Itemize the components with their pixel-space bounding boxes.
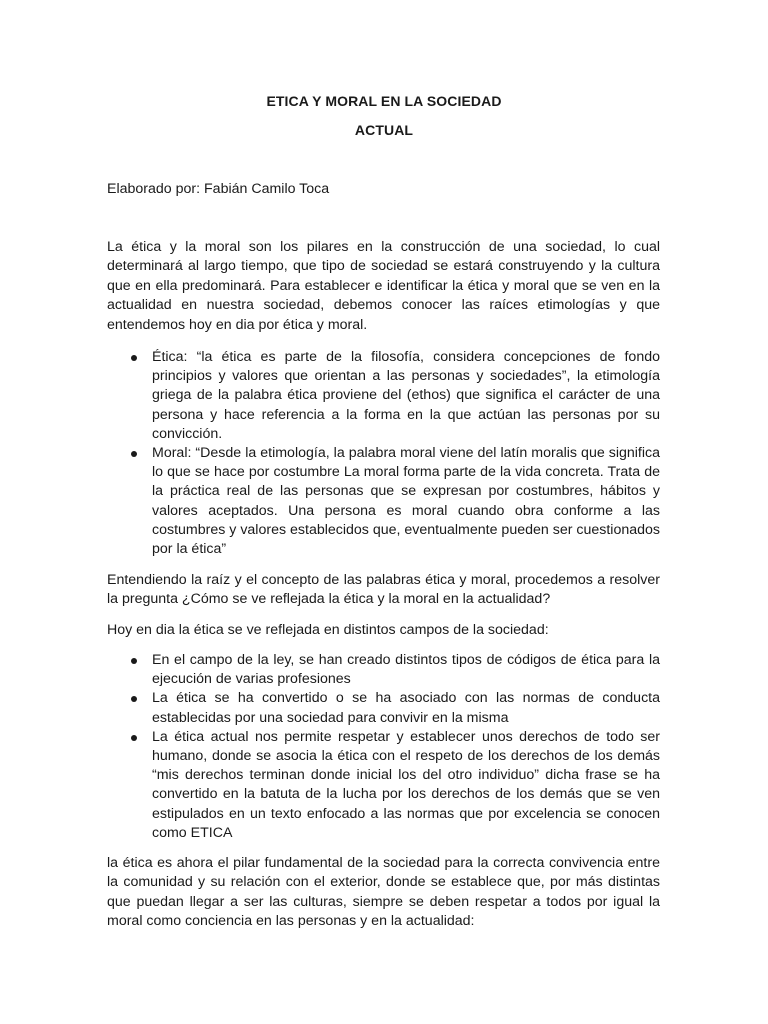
document-title-line2: ACTUAL [354,122,414,138]
bullet-icon [131,696,137,702]
list-item [107,444,660,559]
bullet-icon [131,451,137,457]
document-title-line1: ETICA Y MORAL EN LA SOCIEDAD [266,93,502,109]
intro-paragraph: La ética y la moral son los pilares en la construcción de una sociedad, lo cual determinará al largo tiempo, que tipo de sociedad se estará construyendo y la cultura que en ella predominará. Para establecer e identificar la ética y moral que se ven en la actualidad en nuestra sociedad, debemos conocer las raíces etimologías y que entendemos hoy en dia por ética y moral. [107,239,660,333]
field-item-normas: La ética se ha convertido o se ha asociado con las normas de conducta establecidas por una sociedad para convivir en la misma [152,690,660,726]
definition-etica: Ética: “la ética es parte de la filosofía, considera concepciones de fondo principios y valores que orientan a las personas y sociedades”, la etimología griega de la palabra ética proviene del (ethos) que significa el carácter de una persona y hace referencia a la forma en la que actúan las personas por su convicción. [152,349,660,442]
bullet-icon [131,735,137,741]
fields-intro-paragraph: Hoy en dia la ética se ve reflejada en distintos campos de la sociedad: [107,622,549,638]
bullet-icon [131,658,137,664]
question-paragraph: Entendiendo la raíz y el concepto de las palabras ética y moral, procedemos a resolver la pregunta ¿Cómo se ve reflejada la ética y la moral en la actualidad? [107,572,660,608]
list-item [107,651,660,689]
field-item-ley: En el campo de la ley, se han creado distintos tipos de códigos de ética para la ejecución de varias profesiones [152,652,660,688]
list-item [107,728,660,843]
author-line: Elaborado por: Fabián Camilo Toca [107,181,330,197]
list-item [107,689,660,727]
fields-list [107,651,660,843]
list-item [107,348,660,444]
definitions-list [107,348,660,559]
conclusion-paragraph: la ética es ahora el pilar fundamental de la sociedad para la correcta convivencia entre la comunidad y su relación con el exterior, donde se establece que, por más distintas que puedan llegar a ser las culturas, siempre se deben respetar a todos por igual la moral como conciencia en las personas y en la actualidad: [107,855,660,930]
definition-moral: Moral: “Desde la etimología, la palabra moral viene del latín moralis que significa lo que se hace por costumbre La moral forma parte de la vida concreta. Trata de la práctica real de las personas que se expresan por costumbres, hábitos y valores aceptados. Una persona es moral cuando obra conforme a las costumbres y valores establecidos que, eventualmente pueden ser cuestionados por la ética” [152,445,660,558]
field-item-derechos: La ética actual nos permite respetar y establecer unos derechos de todo ser humano, donde se asocia la ética con el respeto de los derechos de los demás “mis derechos terminan donde inicial los del otro individuo” dicha frase se ha convertido en la batuta de la lucha por los derechos de los demás que se ven estipulados en un texto enfocado a las normas que por excelencia se conocen como ETICA [152,728,660,841]
bullet-icon [131,355,137,361]
